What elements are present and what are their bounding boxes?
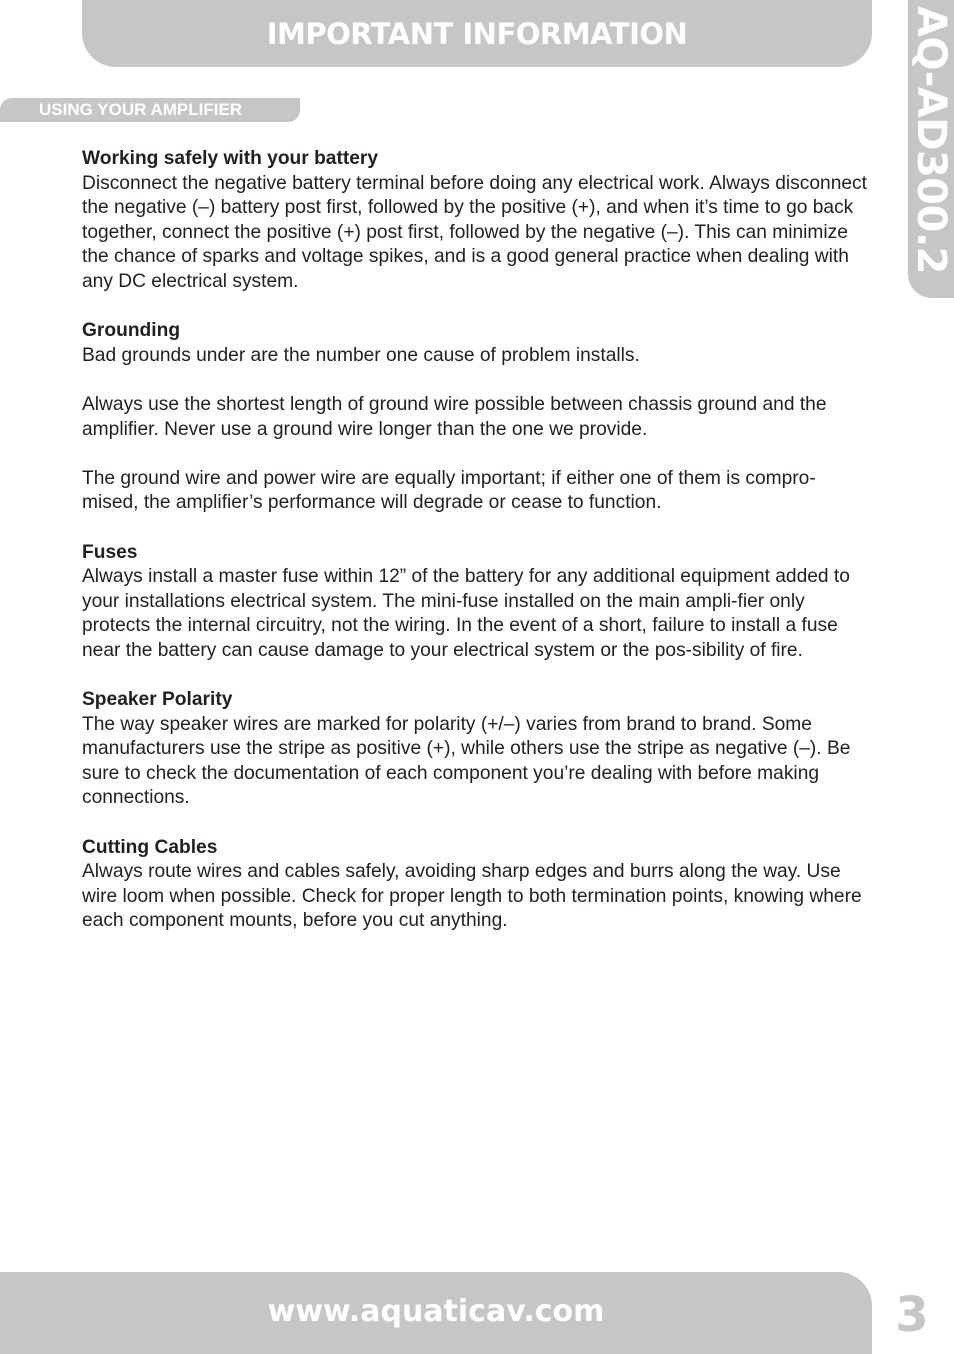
website-url: www.aquaticav.com xyxy=(267,1294,605,1329)
section-cutting-cables xyxy=(82,836,868,934)
section-grounding-cont xyxy=(82,467,868,516)
section-tab xyxy=(0,98,300,122)
section-speaker-polarity xyxy=(82,688,868,811)
paragraph: Disconnect the negative battery terminal before doing any electrical work. Always disconnect the negative (–) battery post first, followed by the positive (+), and when it’s time to go back together, connect the positive (+) post first, followed by the negative (–). This can minimize the chance of sparks and voltage spikes, and is a good general practice when dealing with any DC electrical system. xyxy=(82,172,867,292)
heading-cutting-cables: Cutting Cables xyxy=(82,836,218,858)
section-grounding-cont xyxy=(82,393,868,442)
paragraph: The way speaker wires are marked for polarity (+/–) varies from brand to brand. Some manufacturers use the stripe as positive (+), while others use the stripe as negative (–). Be sure to check the documentation of each component you’re dealing with before making connections. xyxy=(82,713,851,809)
heading-fuses: Fuses xyxy=(82,541,138,563)
paragraph: Always route wires and cables safely, avoiding sharp edges and burrs along the way. Use wire loom when possible. Check for proper length to both termination points, knowing where each component mounts, before you cut anything. xyxy=(82,861,862,932)
section-battery-safety xyxy=(82,147,868,295)
footer-bar xyxy=(0,1272,872,1354)
section-grounding xyxy=(82,319,868,368)
paragraph: Always install a master fuse within 12” of the battery for any additional equipment added to your installations electrical system. The mini-fuse installed on the main ampli-fier only protects the internal circuitry, not the wiring. In the event of a short, failure to install a fuse near the battery can cause damage to your electrical system or the pos-sibility of fire. xyxy=(82,566,850,661)
paragraph: Bad grounds under are the number one cause of problem installs. xyxy=(82,344,640,366)
heading-battery-safety: Working safely with your battery xyxy=(82,148,379,169)
heading-grounding: Grounding xyxy=(82,320,181,342)
model-side-tab xyxy=(908,0,954,298)
paragraph: Always use the shortest length of ground wire possible between chassis ground and the amplifier. Never use a ground wire longer than the one we provide. xyxy=(82,393,827,440)
section-fuses xyxy=(82,541,868,664)
paragraph: The ground wire and power wire are equally important; if either one of them is compro-mised, the amplifier’s performance will degrade or cease to function. xyxy=(82,467,816,514)
page-number: 3 xyxy=(895,1287,929,1343)
section-label: USING YOUR AMPLIFIER xyxy=(39,100,243,119)
header-banner xyxy=(82,0,872,67)
page-title: IMPORTANT INFORMATION xyxy=(266,17,688,51)
content-body xyxy=(82,147,868,959)
model-number: AQ-AD300.2 xyxy=(908,6,954,274)
heading-speaker-polarity: Speaker Polarity xyxy=(82,689,233,711)
